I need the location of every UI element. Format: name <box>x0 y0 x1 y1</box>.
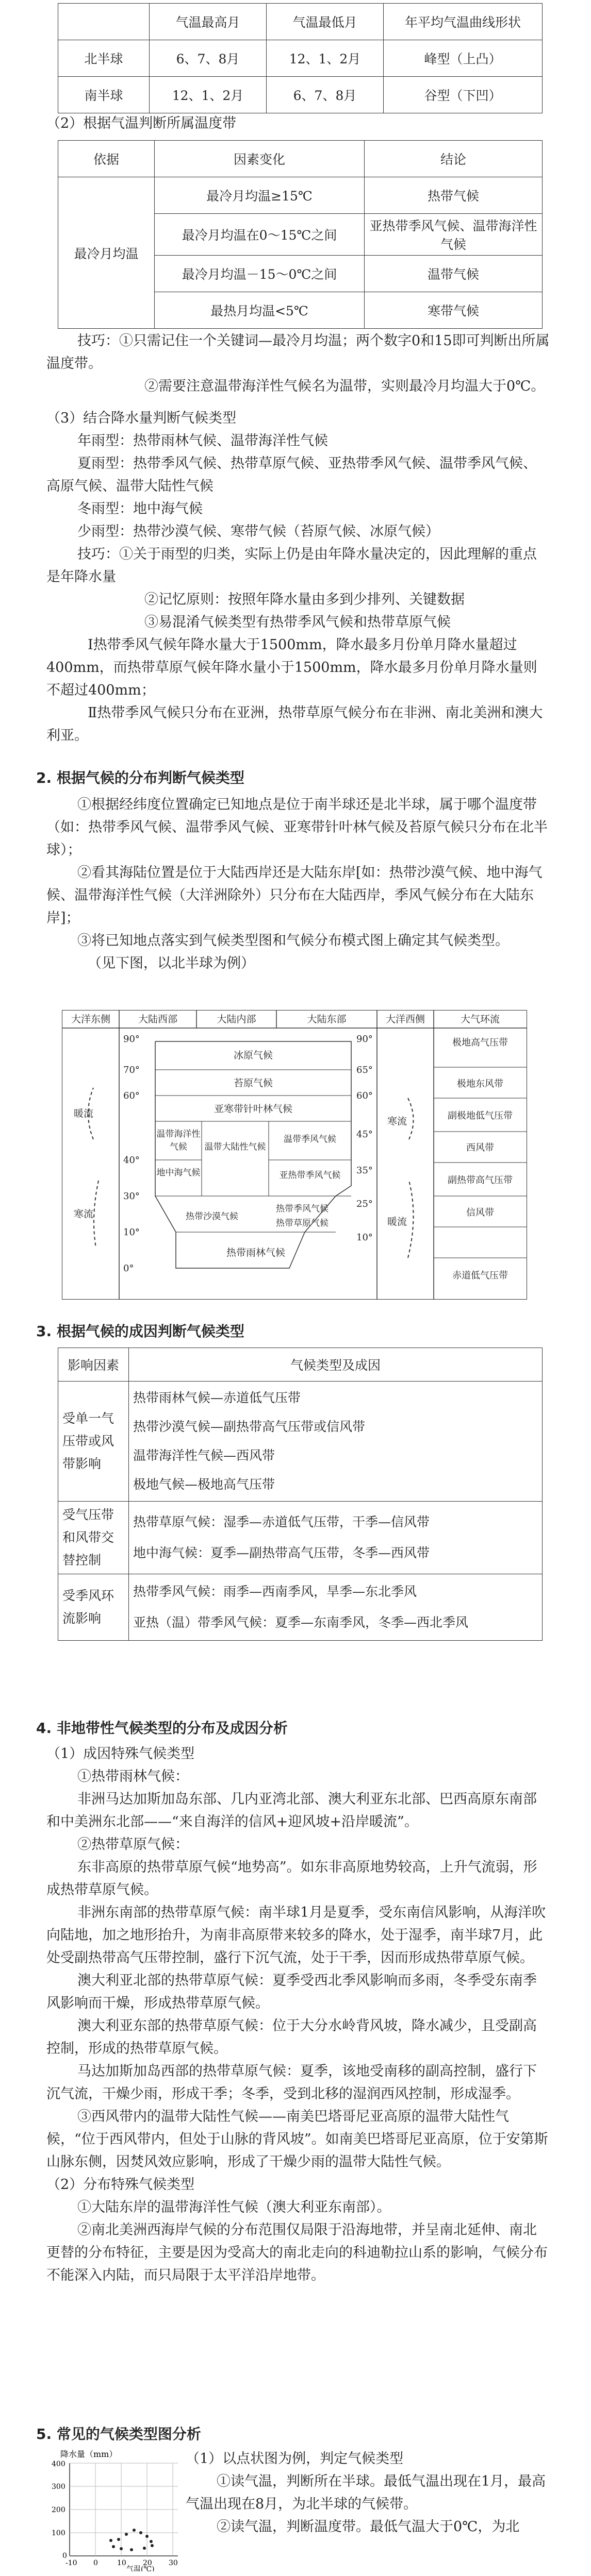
paragraph: 少雨型：热带沙漠气候、寒带气候（苔原气候、冰原气候） <box>77 524 439 540</box>
section-title: （2）根据气温判断所属温度带 <box>46 115 237 131</box>
paragraph: ②记忆原则：按照年降水量由多到少排列、关键数据 <box>144 592 465 608</box>
diagram-col-header: 大陆内部 <box>217 1014 256 1025</box>
zone-label: 热带草原气候 <box>276 1218 329 1228</box>
paragraph: ③将已知地点落实到气候类型图和气候分布模式图上确定其气候类型。 <box>77 933 509 949</box>
data-point <box>120 2547 123 2550</box>
cause-item: 热带雨林气候—赤道低气压带 <box>133 1390 301 1405</box>
tick-label: 30 <box>169 2559 178 2567</box>
tick-label: 10 <box>117 2559 126 2567</box>
analysis-block <box>186 2448 557 2538</box>
lat-label: 60° <box>123 1090 140 1101</box>
zone-label: 苔原气候 <box>233 1077 273 1089</box>
lat-label: 45° <box>356 1129 373 1140</box>
diagram-col-header: 大洋东侧 <box>71 1014 110 1025</box>
data-point <box>130 2548 133 2551</box>
zone-cell: 最冷月均温≥15℃ <box>155 177 365 214</box>
table-row <box>58 1502 543 1574</box>
zone-label: 亚寒带针叶林气候 <box>214 1103 292 1115</box>
heading-3-block <box>0 1319 591 1344</box>
table-row <box>58 1574 543 1641</box>
zone-header-1: 因素变化 <box>155 141 365 177</box>
tick-label: 100 <box>52 2529 65 2537</box>
section-heading: 3. 根据气候的成因判断气候类型 <box>36 1323 244 1340</box>
tips-block-1 <box>0 330 591 398</box>
lat-label: 60° <box>356 1090 373 1101</box>
section-2-title <box>0 112 591 135</box>
paragraph: ②需要注意温带海洋性气候名为温带，实则最冷月均温大于0℃。 <box>144 378 545 394</box>
circulation-label: 信风带 <box>466 1207 494 1218</box>
paragraph: ③西风带内的温带大陆性气候——南美巴塔哥尼亚高原的温带大陆性气候，“位于西风带内，但处于山脉的背风坡”。如南美巴塔哥尼亚高原，位于安第斯山脉东侧，因焚风效应影响，形成了干燥少雨的温带大陆性气候。 <box>46 2109 548 2170</box>
heading-4-block <box>0 1716 591 1741</box>
zone-label: 亚热带季风气候 <box>279 1170 341 1181</box>
section-heading: 4. 非地带性气候类型的分布及成因分析 <box>36 1720 288 1737</box>
table-row <box>58 1382 543 1502</box>
paragraph: （1）成因特殊气候类型 <box>46 1746 195 1762</box>
cause-header-0: 影响因素 <box>58 1348 129 1382</box>
paragraph: ②读气温，判断温度带。最低气温大于0℃，为北 <box>217 2519 520 2535</box>
zone-cell: 最热月均温<5℃ <box>155 292 365 329</box>
climate-distribution-diagram <box>62 1010 527 1300</box>
tick-label: 20 <box>143 2559 152 2567</box>
lat-label: 40° <box>123 1155 140 1166</box>
cause-factor: 受季风环流影响 <box>58 1574 129 1641</box>
scatter-svg <box>49 2448 183 2571</box>
zone-table-block <box>0 140 591 329</box>
data-point <box>143 2547 146 2550</box>
table-row <box>58 177 543 214</box>
lat-label: 90° <box>356 1034 373 1045</box>
circulation-label: 西风带 <box>466 1142 494 1153</box>
paragraph: （1）以点状图为例，判定气候类型 <box>186 2451 404 2467</box>
zone-cell: 寒带气候 <box>365 292 543 329</box>
circulation-label: 副极地低气压带 <box>448 1110 513 1121</box>
paragraph: ①热带雨林气候： <box>77 1769 189 1784</box>
zone-cell: 温带气候 <box>365 256 543 292</box>
temp-cell: 12、1、2月 <box>267 40 384 77</box>
zone-label: 热带季风气候 <box>276 1204 329 1214</box>
paragraph: ②热带草原气候： <box>77 1837 189 1853</box>
current-label: 寒流 <box>74 1208 94 1220</box>
data-point <box>125 2533 128 2536</box>
zone-label: 热带沙漠气候 <box>186 1211 238 1222</box>
temp-cell: 12、1、2月 <box>150 77 267 113</box>
current-label: 寒流 <box>387 1116 407 1127</box>
lat-label: 30° <box>123 1191 140 1202</box>
zone-cell: 最冷月均温－15～0℃之间 <box>155 256 365 292</box>
cause-item: 极地气候—极地高气压带 <box>133 1477 275 1492</box>
data-point <box>139 2531 142 2534</box>
lat-label: 90° <box>123 1034 140 1045</box>
data-point <box>145 2535 149 2538</box>
tick-label: 300 <box>52 2483 65 2491</box>
temp-cell: 峰型（上凸） <box>384 40 543 77</box>
cause-header-1: 气候类型及成因 <box>129 1348 543 1382</box>
lat-label: 35° <box>356 1165 373 1176</box>
temp-header-0 <box>58 4 150 40</box>
temp-cell: 北半球 <box>58 40 150 77</box>
data-point <box>150 2540 153 2543</box>
paragraph: 技巧：①关于雨型的归类，实际上仍是由年降水量决定的，因此理解的重点是年降水量 <box>46 546 537 585</box>
cause-table-block <box>0 1348 591 1641</box>
data-point <box>117 2538 120 2541</box>
diagram-col-header: 大陆西部 <box>138 1014 177 1025</box>
cause-item: 温带海洋性气候—西风带 <box>133 1448 275 1463</box>
distribution-section <box>0 794 591 975</box>
chart-ylabel: 降水量（mm） <box>60 2449 118 2459</box>
circulation-label: 赤道低气压带 <box>452 1270 508 1281</box>
paragraph: 冬雨型：地中海气候 <box>77 501 203 517</box>
temp-header-1: 气温最高月 <box>150 4 267 40</box>
zone-label: 热带雨林气候 <box>226 1247 285 1258</box>
zone-header-0: 依据 <box>58 141 155 177</box>
lat-label: 65° <box>356 1065 373 1075</box>
section-heading: 2. 根据气候的分布判断气候类型 <box>36 769 244 786</box>
cause-item: 热带季风气候：雨季—西南季风，旱季—东北季风 <box>133 1584 417 1599</box>
tick-label: 0 <box>62 2552 67 2560</box>
data-point <box>109 2539 112 2542</box>
paragraph: （见下图，以北半球为例） <box>88 955 255 971</box>
cause-item: 热带沙漠气候—副热带高气压带或信风带 <box>133 1419 366 1434</box>
section-title: （3）结合降水量判断气候类型 <box>46 410 237 426</box>
tick-label: 200 <box>52 2506 65 2514</box>
temp-cell: 谷型（下凹） <box>384 77 543 113</box>
chart-xlabel: 气温(℃) <box>126 2565 155 2571</box>
temp-header-2: 气温最低月 <box>267 4 384 40</box>
current-label: 暖流 <box>74 1108 94 1119</box>
paragraph: Ⅱ热带季风气候只分布在亚洲，热带草原气候分布在非洲、南北美洲和澳大利亚。 <box>46 705 543 744</box>
paragraph: ②看其海陆位置是位于大陆西岸还是大陆东岸[如：热带沙漠气候、地中海气候、温带海洋性气候（大洋洲除外）只分布在大陆西岸，季风气候分布在大陆东岸]； <box>46 865 543 926</box>
diagram-col-header: 大洋西侧 <box>385 1014 425 1025</box>
cause-item: 热带草原气候：湿季—赤道低气压带，干季—信风带 <box>133 1514 430 1529</box>
zone-header-2: 结论 <box>365 141 543 177</box>
paragraph: 马达加斯加岛西部的热带草原气候：夏季，该地受南移的副高控制，盛行下沉气流，干燥少雨，形成干季；冬季，受到北移的湿润西风控制，形成湿季。 <box>46 2063 537 2102</box>
circulation-label: 极地东风带 <box>457 1079 503 1089</box>
heading-5-block <box>0 2422 591 2447</box>
climate-scatter-figure <box>49 2448 183 2571</box>
temperature-table-block <box>0 3 591 113</box>
temp-cell: 6、7、8月 <box>150 40 267 77</box>
paragraph: 非洲马达加斯加岛东部、几内亚湾北部、澳大利亚东北部、巴西高原东南部和中美洲东北部——“来自海洋的信风+迎风坡+沿岸暖流”。 <box>46 1791 537 1830</box>
zone-label: 地中海气候 <box>156 1168 201 1178</box>
temp-cell: 南半球 <box>58 77 150 113</box>
zone-label: 冰原气候 <box>233 1050 273 1061</box>
zone-cell: 亚热带季风气候、温带海洋性气候 <box>365 214 543 256</box>
zone-cell: 热带气候 <box>365 177 543 214</box>
paragraph: ①大陆东岸的温带海洋性气候（澳大利亚东南部）。 <box>77 2199 391 2215</box>
lat-label: 25° <box>356 1199 373 1209</box>
diagram-col-header: 大陆东部 <box>307 1014 347 1025</box>
paragraph: ②南北美洲西海岸气候的分布范围仅局限于沿海地带，并呈南北延伸、南北更替的分布特征，主要是因为受高大的南北走向的科迪勒拉山系的影响，气候分布不能深入内陆，而只局限于太平洋沿岸地带。 <box>46 2222 548 2283</box>
paragraph: 夏雨型：热带季风气候、热带草原气候、亚热带季风气候、温带季风气候、高原气候、温带大陆性气候 <box>46 456 537 494</box>
cause-item: 亚热（温）带季风气候：夏季—东南季风，冬季—西北季风 <box>133 1615 469 1630</box>
zone-table <box>58 140 543 329</box>
zone-label: 温带海洋性气候 <box>156 1129 201 1152</box>
paragraph: 非洲东南部的热带草原气候：南半球1月是夏季，受东南信风影响，从海洋吹向陆地，加之地形抬升，为南非高原带来较多的降水，处于湿季，南半球7月，此处受副热带高气压带控制，盛行下沉气流，处于干季，因而形成热带草原气候。 <box>46 1905 546 1966</box>
heading-2-block <box>0 766 591 790</box>
cause-factor: 受气压带和风带交替控制 <box>58 1502 129 1574</box>
paragraph: ①读气温，判断所在半球。最低气温出现在1月，最高气温出现在8月，为北半球的气候带。 <box>186 2473 546 2512</box>
circulation-label: 副热带高气压带 <box>448 1175 513 1186</box>
zone-cell: 最冷月均温在0～15℃之间 <box>155 214 365 256</box>
cause-table <box>58 1348 543 1641</box>
cause-item: 地中海气候：夏季—副热带高气压带，冬季—西风带 <box>133 1545 430 1560</box>
data-point <box>112 2545 115 2548</box>
paragraph: Ⅰ热带季风气候年降水量大于1500mm，降水最多月份单月降水量超过400mm，而热带草原气候年降水量小于1500mm，降水最多月份单月降水量则不超过400mm； <box>46 637 537 698</box>
data-point <box>133 2529 136 2532</box>
paragraph: ③易混淆气候类型有热带季风气候和热带草原气候 <box>144 614 451 630</box>
paragraph: 澳大利亚北部的热带草原气候：夏季受西北季风影响而多雨，冬季受东南季风影响而干燥，形成热带草原气候。 <box>46 1973 537 2011</box>
paragraph: 年雨型：热带雨林气候、温带海洋性气候 <box>77 433 328 449</box>
tick-label: 0 <box>93 2559 98 2567</box>
lat-label: 10° <box>123 1227 140 1238</box>
table-row <box>58 77 543 113</box>
paragraph: 技巧：①只需记住一个关键词—最冷月均温；两个数字0和15即可判断出所属温度带。 <box>46 333 550 372</box>
lat-label: 10° <box>356 1232 373 1243</box>
zone-label: 温带大陆性气候 <box>204 1142 266 1152</box>
cause-factor: 受单一气压带或风带影响 <box>58 1382 129 1502</box>
tick-label: 400 <box>52 2460 65 2468</box>
rain-section <box>0 407 591 747</box>
temp-cell: 6、7、8月 <box>267 77 384 113</box>
paragraph: ①根据经纬度位置确定已知地点是位于南半球还是北半球，属于哪个温度带（如：热带季风气候、温带季风气候、亚寒带针叶林气候及苔原气候只分布在北半球）； <box>46 797 548 858</box>
temperature-table <box>58 3 543 113</box>
paragraph: （2）分布特殊气候类型 <box>46 2177 195 2193</box>
nonzonal-section <box>0 1743 591 2287</box>
zone-label: 温带季风气候 <box>284 1134 336 1144</box>
data-point <box>151 2544 154 2547</box>
lat-label: 70° <box>123 1065 140 1075</box>
section-heading: 5. 常见的气候类型图分析 <box>36 2426 201 2443</box>
lat-label: 0° <box>123 1263 134 1274</box>
diagram-col-header: 大气环流 <box>460 1014 500 1025</box>
paragraph: 澳大利亚东部的热带草原气候：位于大分水岭背风坡，降水减少，且受副高控制，形成的热带草原气候。 <box>46 2018 537 2057</box>
circulation-label: 极地高气压带 <box>452 1037 508 1048</box>
table-row <box>58 40 543 77</box>
zone-basis: 最冷月均温 <box>58 177 155 329</box>
current-label: 暖流 <box>387 1216 407 1227</box>
tick-label: -10 <box>65 2559 77 2567</box>
temp-header-3: 年平均气温曲线形状 <box>384 4 543 40</box>
paragraph: 东非高原的热带草原气候“地势高”。如东非高原地势较高，上升气流弱，形成热带草原气候。 <box>46 1859 537 1898</box>
